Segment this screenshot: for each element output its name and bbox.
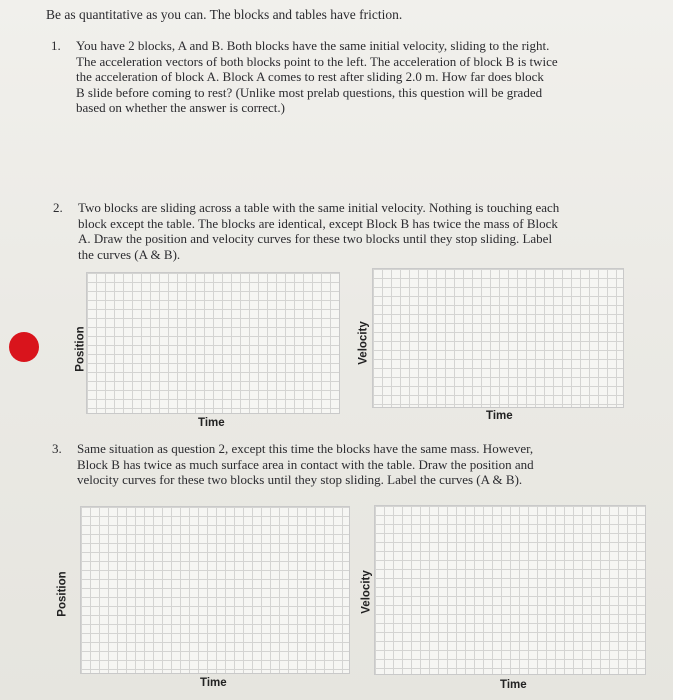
q2-velocity-graph-grid[interactable] xyxy=(372,268,624,408)
question-text-line: Same situation as question 2, except this time the blocks have the same mass. However, xyxy=(77,441,534,456)
q2-velocity-time-label: Time xyxy=(486,410,513,422)
red-marker-dot xyxy=(9,332,39,362)
q2-velocity-axis-label: Velocity xyxy=(357,321,370,365)
question-number: 1. xyxy=(51,38,61,53)
question-text-line: the acceleration of block A. Block A comes to rest after sliding 2.0 m. How far does block xyxy=(76,69,544,84)
question-text-line: The acceleration vectors of both blocks point to the left. The acceleration of block B is twice xyxy=(76,53,558,69)
q3-position-graph-grid[interactable] xyxy=(80,506,350,674)
question-text-line: the curves (A & B). xyxy=(78,246,181,262)
question-number: 3. xyxy=(52,441,62,456)
question-text-line: velocity curves for these two blocks until they stop sliding. Label the curves (A & B). xyxy=(77,472,523,487)
question-number: 2. xyxy=(53,200,63,215)
q3-velocity-axis-label: Velocity xyxy=(360,570,373,614)
question-1 xyxy=(51,38,558,116)
question-3 xyxy=(52,441,534,488)
q3-velocity-time-label: Time xyxy=(500,679,527,691)
q3-position-axis-label: Position xyxy=(56,571,69,617)
question-text-line: based on whether the answer is correct.) xyxy=(76,100,285,115)
question-text-line: You have 2 blocks, A and B. Both blocks have the same initial velocity, sliding to the right. xyxy=(76,38,550,53)
question-text-line: block except the table. The blocks are identical, except Block B has twice the mass of Block xyxy=(78,215,558,231)
question-2 xyxy=(53,200,559,262)
q3-velocity-graph-grid[interactable] xyxy=(374,505,646,675)
q2-position-time-label: Time xyxy=(198,417,225,429)
q2-position-axis-label: Position xyxy=(74,326,87,372)
question-text-line: Two blocks are sliding across a table with the same initial velocity. Nothing is touching each xyxy=(78,200,560,215)
question-text-line: A. Draw the position and velocity curves for these two blocks until they stop sliding. Label xyxy=(78,231,553,246)
q3-position-time-label: Time xyxy=(200,677,227,689)
question-text-line: Block B has twice as much surface area in contact with the table. Draw the position and xyxy=(77,456,534,472)
intro-instruction: Be as quantitative as you can. The blocks and tables have friction. xyxy=(46,7,403,22)
q2-position-graph-grid[interactable] xyxy=(86,272,340,414)
question-text-line: B slide before coming to rest? (Unlike most prelab questions, this question will be graded xyxy=(76,84,543,100)
